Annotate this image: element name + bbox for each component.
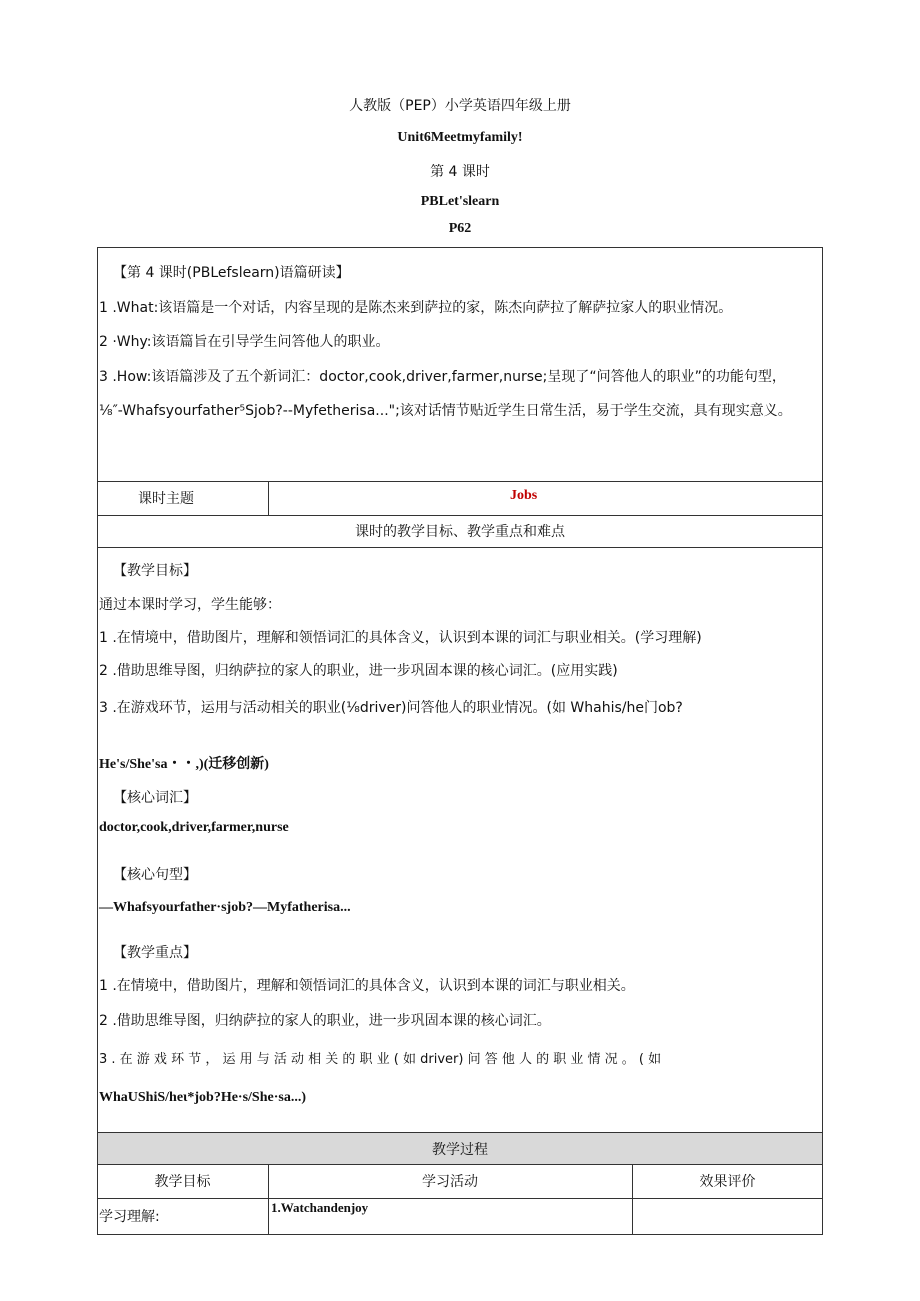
textbook-title: 人教版（PEP）小学英语四年级上册 [349, 98, 571, 114]
analysis-why: 2 ·Why:该语篇旨在引导学生问答他人的职业。 [99, 334, 390, 350]
analysis-how: 3 .How:该语篇涉及了五个新词汇：doctor,cook,driver,farmer,nurse;呈现了“问答他人的职业”的功能句型， [99, 369, 786, 385]
objectives-heading: 课时的教学目标、教学重点和难点 [355, 524, 565, 540]
objective-item-2: 2 .借助思维导图，归纳萨拉的家人的职业，进一步巩固本课的核心词汇。(应用实践) [99, 663, 618, 679]
objective-item-3: 3 .在游戏环节，运用与活动相关的职业(⅛driver)问答他人的职业情况。(如 Whahis/he门ob? [99, 700, 683, 716]
keypoint-item-3-continued: WhaUShiS/heι*job?He·s/She·sa...) [99, 1090, 306, 1105]
analysis-how-continued: ⅛″-Whafsyourfather⁵Sjob?--Myfetherisa...";该对话情节贴近学生日常生活，易于学生交流，具有现实意义。 [99, 403, 792, 419]
divider [97, 515, 823, 516]
lesson-table [97, 247, 823, 1235]
keypoint-item-1: 1 .在情境中，借助图片，理解和领悟词汇的具体含义，认识到本课的词汇与职业相关。 [99, 978, 635, 994]
row-goal: 学习理解: [99, 1209, 160, 1225]
column-header-evaluation: 效果评价 [699, 1174, 756, 1190]
divider [97, 1164, 823, 1165]
divider [268, 481, 269, 515]
sentence-title: 【核心句型】 [113, 867, 197, 883]
row-activity: 1.Watchandenjoy [271, 1200, 369, 1215]
section-title: PBLet'slearn [420, 194, 500, 209]
page-number: P62 [448, 221, 472, 236]
divider [97, 481, 823, 482]
objective-item-3-continued: He's/She'sa・・,)(迁移创新) [99, 757, 269, 772]
unit-title: Unit6Meetmyfamily! [397, 130, 523, 145]
objectives-title: 【教学目标】 [113, 563, 197, 579]
vocab-words: doctor,cook,driver,farmer,nurse [99, 820, 289, 835]
divider [97, 1198, 823, 1199]
lesson-title: 第 4 课时 [430, 164, 490, 180]
analysis-what: 1 .What:该语篇是一个对话，内容呈现的是陈杰来到萨拉的家，陈杰向萨拉了解萨拉家人的职业情况。 [99, 300, 733, 316]
column-header-goal: 教学目标 [154, 1174, 211, 1190]
analysis-title: 【第 4 课时(PBLefslearn)语篇研读】 [113, 265, 350, 281]
topic-label: 课时主题 [138, 491, 194, 507]
topic-value: Jobs [510, 488, 538, 503]
sentence-pattern: —Whafsyourfather·sjob?—Myfatherisa... [99, 900, 351, 915]
divider [97, 547, 823, 548]
objective-item-1: 1 .在情境中，借助图片，理解和领悟词汇的具体含义，认识到本课的词汇与职业相关。(学习理解) [99, 630, 702, 646]
process-title: 教学过程 [432, 1142, 488, 1158]
keypoints-title: 【教学重点】 [113, 945, 197, 961]
keypoint-item-3: 3 . 在 游 戏 环 节 ， 运 用 与 活 动 相 关 的 职 业 ( 如 driver) 问 答 他 人 的 职 业 情 况 。 ( 如 [99, 1052, 662, 1067]
column-header-activity: 学习活动 [422, 1174, 478, 1190]
objectives-intro: 通过本课时学习，学生能够： [99, 597, 281, 613]
keypoint-item-2: 2 .借助思维导图，归纳萨拉的家人的职业，进一步巩固本课的核心词汇。 [99, 1013, 551, 1029]
vocab-title: 【核心词汇】 [113, 790, 197, 806]
